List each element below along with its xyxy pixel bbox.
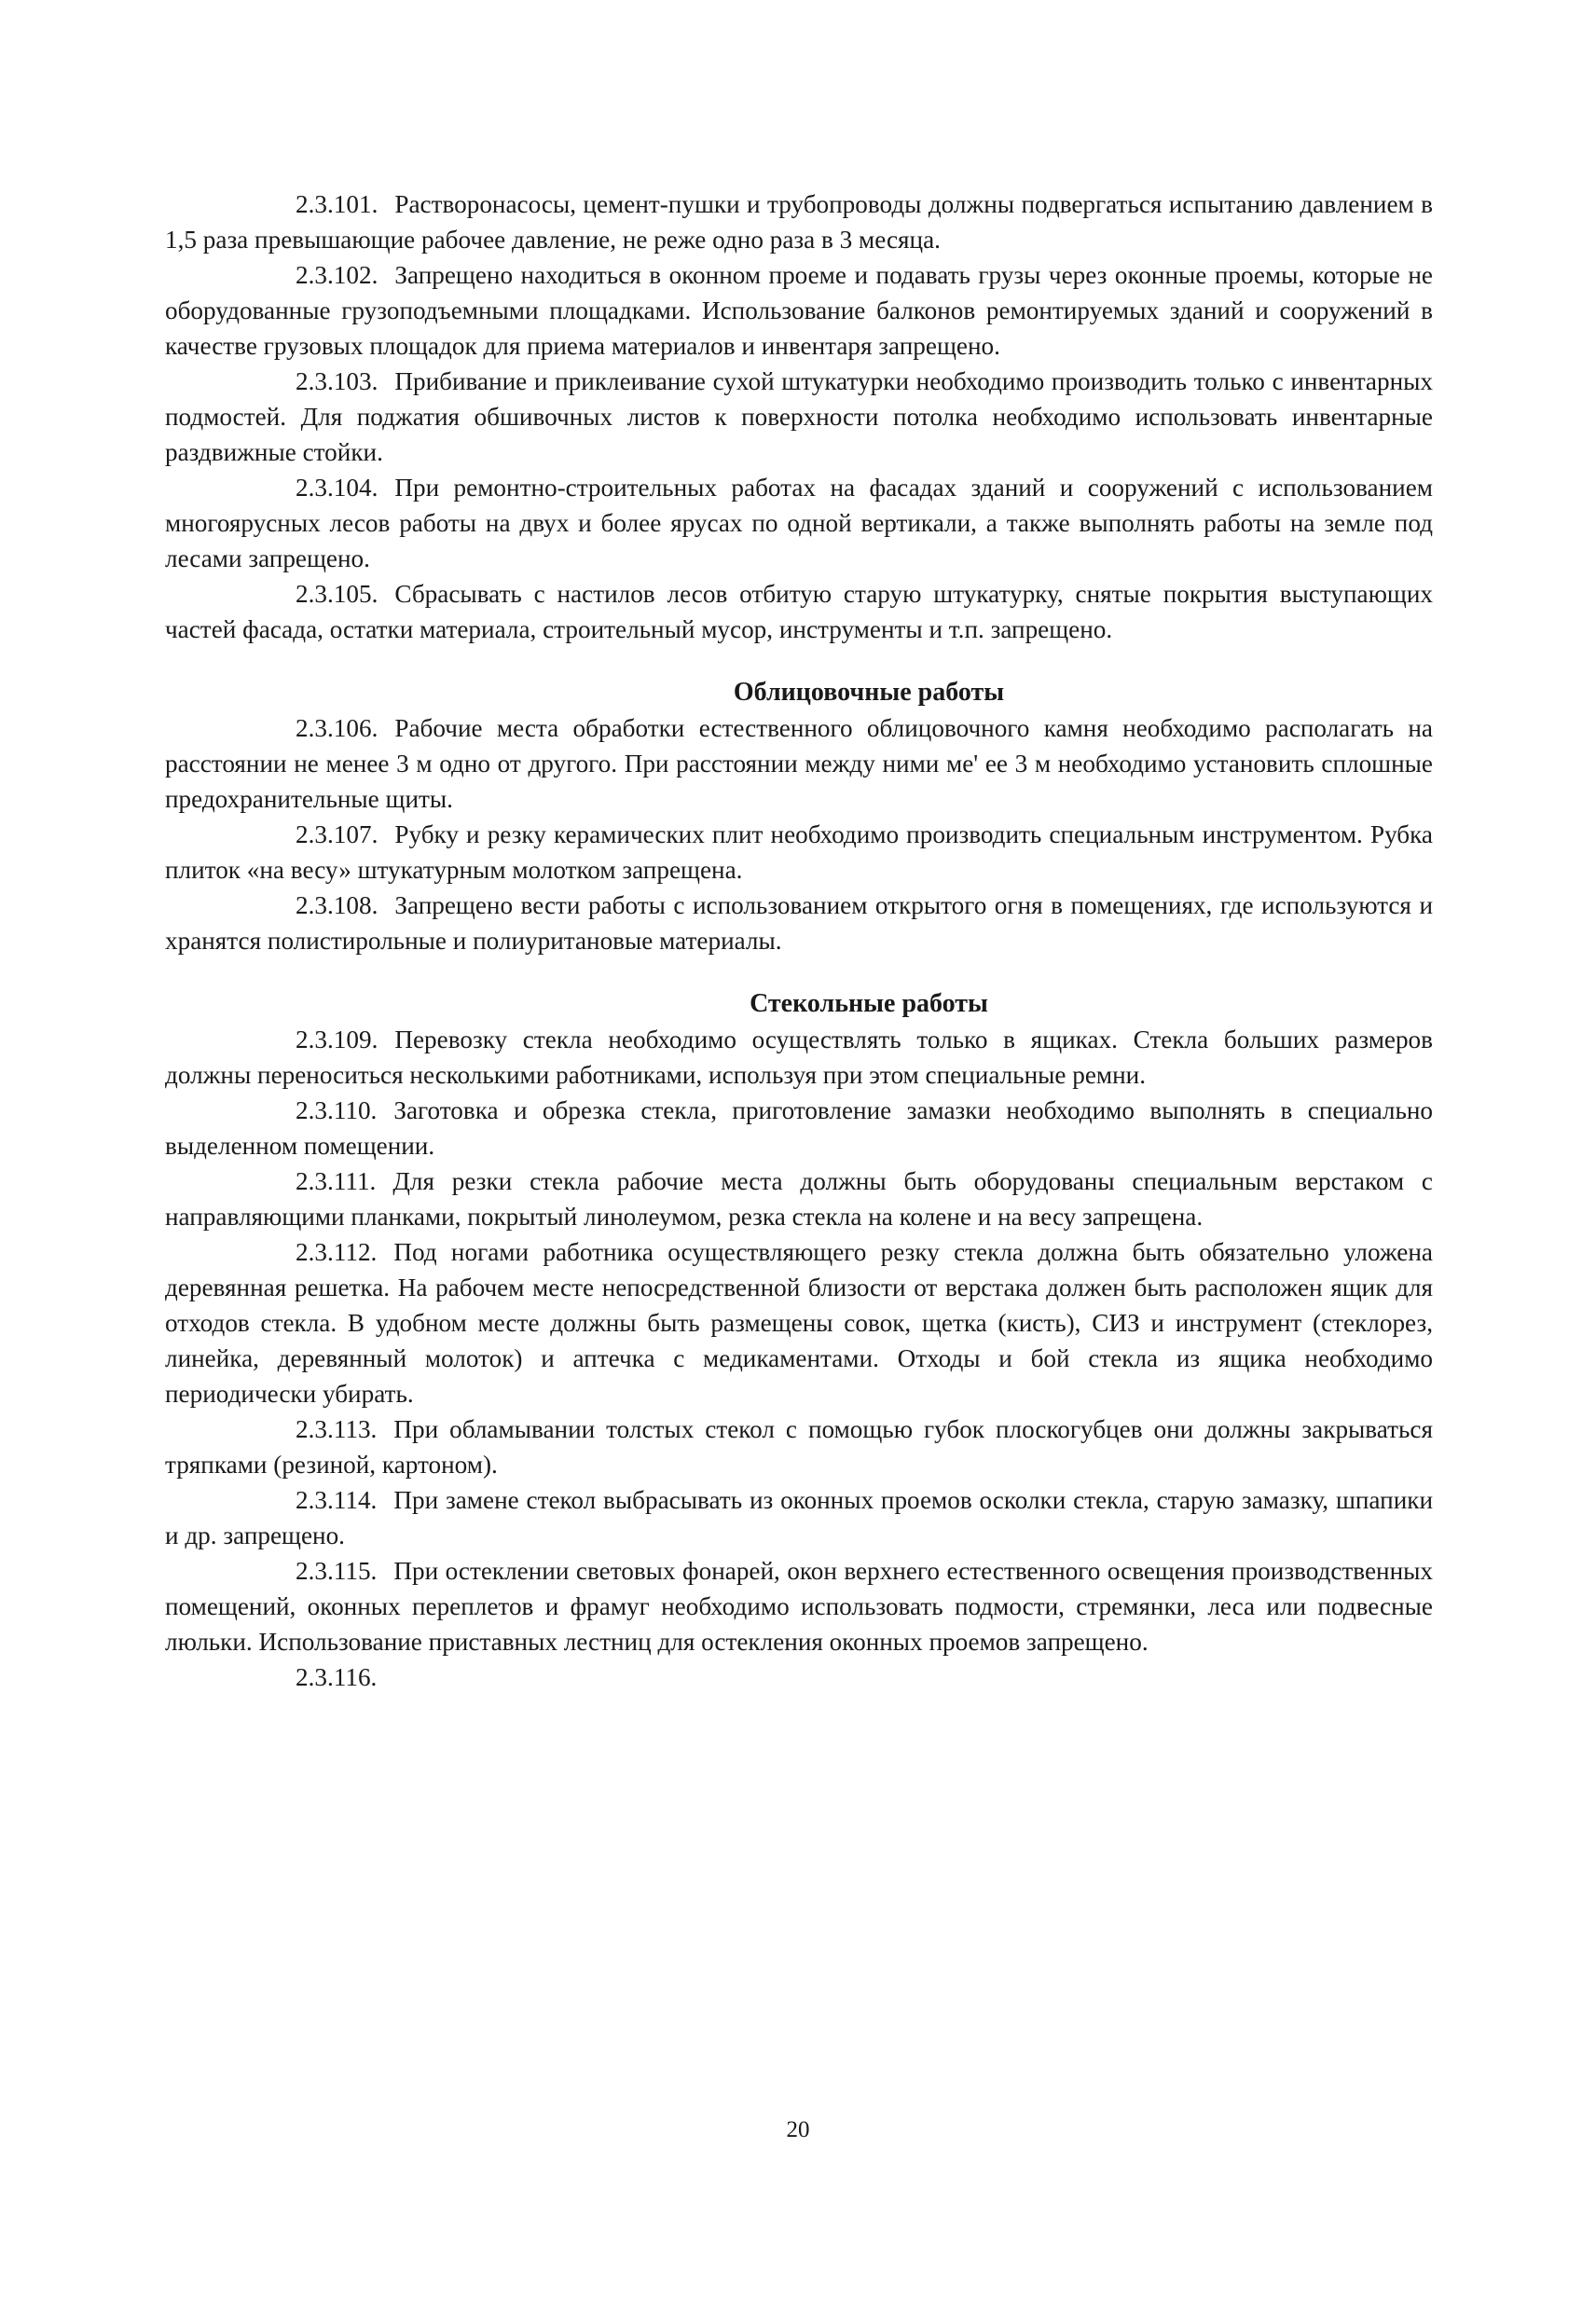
page-number: 20 (786, 2117, 810, 2142)
paragraph-2-3-104 (165, 470, 1433, 576)
paragraph-number: 2.3.105. (296, 580, 378, 608)
paragraph-2-3-112 (165, 1234, 1433, 1411)
paragraph-2-3-116 (165, 1659, 1433, 1695)
paragraph-text: Рабочие места обработки естественного облицовочного камня необходимо располагать на расстоянии не менее 3 м одно от другого. При расстоянии между ними ме' ее 3 м необходимо установить сплошные предохранительные щиты. (165, 714, 1433, 813)
paragraph-2-3-105 (165, 576, 1433, 647)
paragraph-2-3-115 (165, 1553, 1433, 1659)
paragraph-number: 2.3.108. (296, 891, 378, 919)
paragraph-text: Запрещено вести работы с использованием открытого огня в помещениях, где используются и хранятся полистирольные и полиуритановые материалы. (165, 891, 1433, 955)
section-heading-glass-works: Стекольные работы (750, 989, 988, 1018)
paragraph-number: 2.3.104. (296, 474, 378, 502)
paragraph-2-3-110 (165, 1093, 1433, 1163)
paragraph-text: При замене стекол выбрасывать из оконных проемов осколки стекла, старую замазку, шпапики и др. запрещено. (165, 1486, 1433, 1549)
section-spacer (165, 647, 1433, 675)
paragraph-2-3-106 (165, 710, 1433, 817)
paragraph-number: 2.3.110. (296, 1096, 378, 1124)
paragraph-number: 2.3.101. (296, 190, 378, 218)
paragraph-text: Прибивание и приклеивание сухой штукатурки необходимо производить только с инвентарных подмостей. Для поджатия обшивочных листов к поверхности потолка необходимо использовать инвентарные раздвижные стойки. (165, 367, 1433, 466)
paragraph-2-3-114 (165, 1482, 1433, 1553)
paragraph-2-3-111 (165, 1163, 1433, 1234)
paragraph-text: При ремонтно-строительных работах на фасадах зданий и сооружений с использованием многоярусных лесов работы на двух и более ярусах по одной вертикали, а также выполнять работы на земле под лесами запрещено. (165, 474, 1433, 572)
paragraph-text: При обламывании толстых стекол с помощью губок плоскогубцев они должны закрываться тряпками (резиной, картоном). (165, 1415, 1433, 1479)
paragraph-number: 2.3.109. (296, 1026, 378, 1053)
document-body (165, 186, 1433, 1695)
paragraph-2-3-109 (165, 1022, 1433, 1093)
paragraph-text: Рубку и резку керамических плит необходимо производить специальным инструментом. Рубка плиток «на весу» штукатурным молотком запрещена. (165, 820, 1433, 884)
paragraph-number: 2.3.111. (296, 1167, 377, 1195)
paragraph-text: Запрещено находиться в оконном проеме и подавать грузы через оконные проемы, которые не оборудованные грузоподъемными площадками. Использование балконов ремонтируемых зданий и сооружений в качестве грузовых площадок для приема материалов и инвентаря запрещено. (165, 261, 1433, 360)
paragraph-2-3-113 (165, 1411, 1433, 1482)
paragraph-2-3-101 (165, 186, 1433, 257)
paragraph-number: 2.3.112. (296, 1238, 378, 1266)
paragraph-text: Под ногами работника осуществляющего резку стекла должна быть обязательно уложена деревянная решетка. На рабочем месте непосредственной близости от верстака должен быть расположен ящик для отходов стекла. В удобном месте должны быть размещены совок, щетка (кисть), СИЗ и инструмент (стеклорез, линейка, деревянный молоток) и аптечка с медикаментами. Отходы и бой стекла из ящика необходимо периодически убирать. (165, 1238, 1433, 1408)
paragraph-2-3-103 (165, 364, 1433, 470)
paragraph-number: 2.3.103. (296, 367, 378, 395)
paragraph-text: Для резки стекла рабочие места должны быть оборудованы специальным верстаком с направляющими планками, покрытый линолеумом, резка стекла на колене и на весу запрещена. (165, 1167, 1433, 1231)
paragraph-number: 2.3.116. (296, 1663, 378, 1691)
paragraph-text: Перевозку стекла необходимо осуществлять только в ящиках. Стекла больших размеров должны переноситься несколькими работниками, используя при этом специальные ремни. (165, 1026, 1433, 1089)
paragraph-number: 2.3.102. (296, 261, 378, 289)
paragraph-2-3-102 (165, 257, 1433, 364)
paragraph-text: При остеклении световых фонарей, окон верхнего естественного освещения производственных помещений, оконных переплетов и фрамуг необходимо использовать подмости, стремянки, леса или подвесные люльки. Использование приставных лестниц для остекления оконных проемов запрещено. (165, 1557, 1433, 1656)
paragraph-2-3-108 (165, 888, 1433, 958)
paragraph-number: 2.3.107. (296, 820, 378, 848)
paragraph-number: 2.3.113. (296, 1415, 378, 1443)
paragraph-number: 2.3.115. (296, 1557, 378, 1585)
paragraph-number: 2.3.106. (296, 714, 378, 742)
section-spacer (165, 958, 1433, 986)
paragraph-text: Растворонасосы, цемент-пушки и трубопроводы должны подвергаться испытанию давлением в 1,5 раза превышающие рабочее давление, не реже одно раза в 3 месяца. (165, 190, 1433, 254)
paragraph-number: 2.3.114. (296, 1486, 378, 1514)
paragraph-text: Заготовка и обрезка стекла, приготовление замазки необходимо выполнять в специально выделенном помещении. (165, 1096, 1433, 1160)
paragraph-2-3-107 (165, 817, 1433, 888)
paragraph-text: Сбрасывать с настилов лесов отбитую старую штукатурку, снятые покрытия выступающих частей фасада, остатки материала, строительный мусор, инструменты и т.п. запрещено. (165, 580, 1433, 643)
section-heading-facing-works: Облицовочные работы (733, 678, 1005, 707)
